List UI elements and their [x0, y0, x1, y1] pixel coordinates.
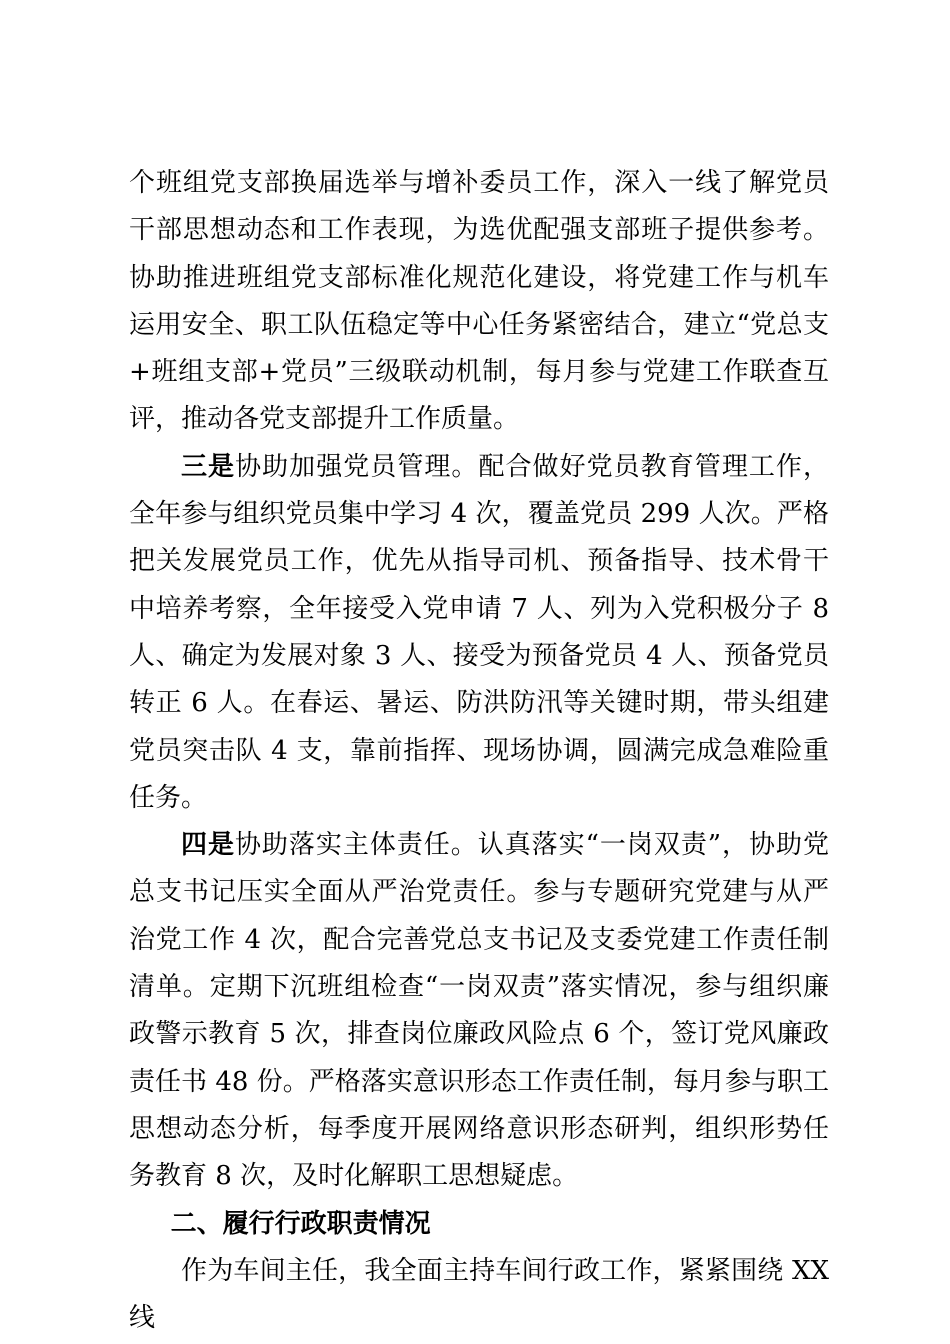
paragraph-party-member-management	[129, 444, 829, 822]
paragraph-continued	[129, 160, 829, 444]
paragraph-lead: 四是	[181, 830, 235, 861]
document-page	[129, 160, 829, 1342]
section-heading: 二、履行行政职责情况	[170, 1208, 431, 1239]
paragraph-text: 协助加强党员管理。配合做好党员教育管理工作，全年参与组织党员集中学习 4 次，覆盖党员 299 人次。严格把关发展党员工作，优先从指导司机、预备指导、技术骨干中培养考察，全年接受入党申请 7 人、列为入党积极分子 8 人、确定为发展对象 3 人、接受为预备党员 4 人、预备党员转正 6 人。在春运、暑运、防洪防汛等关键时期，带头组建党员突击队 4 支，靠前指挥、现场协调，圆满完成急难险重任务。	[129, 451, 829, 813]
paragraph-text: 作为车间主任，我全面主持车间行政工作，紧紧围绕 XX 线	[129, 1255, 829, 1334]
paragraph-main-responsibility	[129, 822, 829, 1200]
paragraph-text: 个班组党支部换届选举与增补委员工作，深入一线了解党员干部思想动态和工作表现，为选优配强支部班子提供参考。协助推进班组党支部标准化规范化建设，将党建工作与机车运用安全、职工队伍稳定等中心任务紧密结合，建立“党总支+班组支部+党员”三级联动机制，每月参与党建工作联查互评，推动各党支部提升工作质量。	[129, 168, 829, 435]
paragraph-administrative-duties	[129, 1248, 829, 1343]
paragraph-lead: 三是	[181, 451, 236, 482]
paragraph-text: 协助落实主体责任。认真落实“一岗双责”，协助党总支书记压实全面从严治党责任。参与专题研究党建与从严治党工作 4 次，配合完善党总支书记及支委党建工作责任制清单。定期下沉班组检查“一岗双责”落实情况，参与组织廉政警示教育 5 次，排查岗位廉政风险点 6 个，签订党风廉政责任书 48 份。严格落实意识形态工作责任制，每月参与职工思想动态分析，每季度开展网络意识形态研判，组织形势任务教育 8 次，及时化解职工思想疑虑。	[129, 830, 829, 1192]
